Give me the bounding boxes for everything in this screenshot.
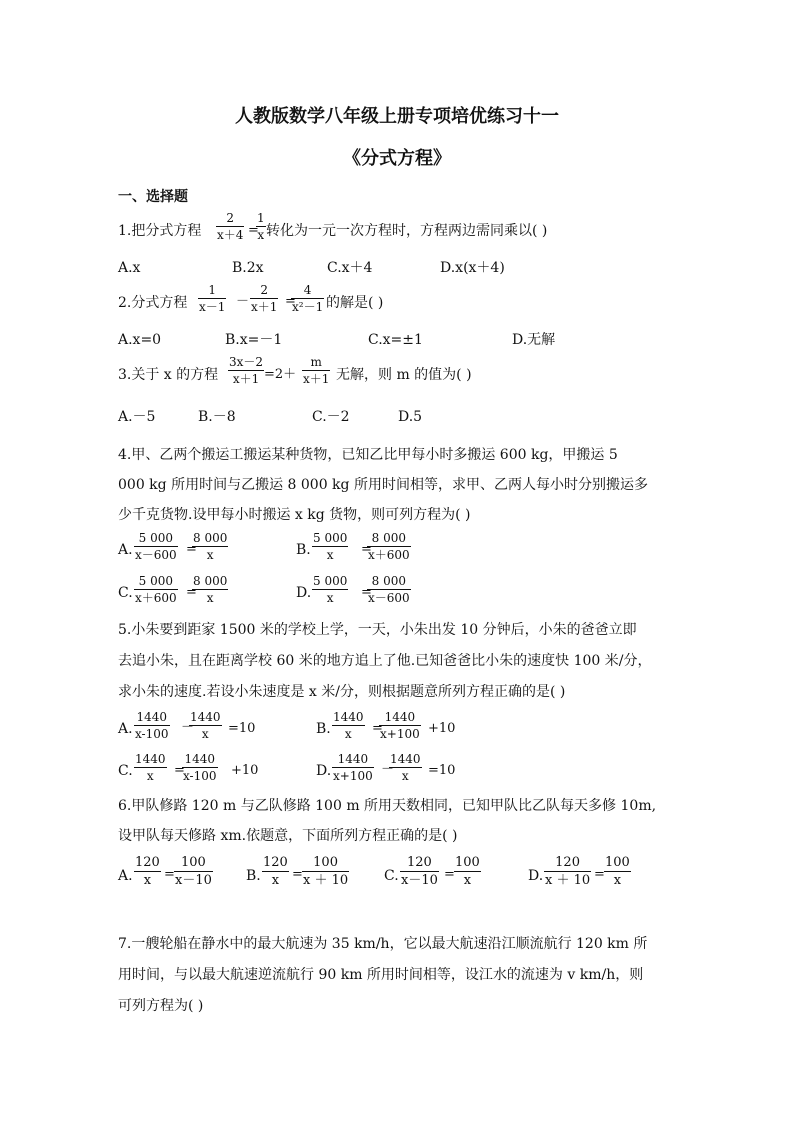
- q1-option-d[interactable]: D.x(x＋4): [440, 260, 505, 276]
- q2-option-a[interactable]: A.x=0: [118, 332, 162, 348]
- q7-stem-line-2: 用时间，与以最大航速逆流航行 90 km 所用时间相等，设江水的流速为 v km/h，则: [118, 967, 644, 983]
- q3-stem-post: 无解，则 m 的值为( ): [336, 367, 472, 383]
- q1-option-c[interactable]: C.x＋4: [327, 260, 373, 276]
- q2-stem-post: 的解是( ): [326, 295, 384, 311]
- q5-stem-line-3: 求小朱的速度.若设小朱速度是 x 米/分，则根据题意所列方程正确的是( ): [118, 684, 566, 700]
- q1-fraction-2: $\frac{1}{x}$: [257, 211, 265, 242]
- q6-stem-line-1: 6.甲队修路 120 m 与乙队修路 100 m 所用天数相同，已知甲队比乙队每天多修 10m,: [118, 798, 657, 814]
- q1-stem-pre: 1.把分式方程: [118, 223, 202, 239]
- q2-fraction-2: $\frac{2}{x+1}$: [251, 283, 278, 314]
- q7-stem-line-1: 7.一艘轮船在静水中的最大航速为 35 km/h，它以最大航速沿江顺流航行 120 km 所: [118, 936, 648, 952]
- q5-stem-line-1: 5.小朱要到距家 1500 米的学校上学，一天，小朱出发 10 分钟后，小朱的爸爸立即: [118, 622, 637, 638]
- q1-stem-post: 转化为一元一次方程时，方程两边需同乘以( ): [266, 223, 548, 239]
- q3-option-b[interactable]: B.－8: [198, 409, 236, 425]
- q3-fraction-2: $\frac{m}{x+1}$: [303, 355, 330, 386]
- q2-fraction-3: $\frac{4}{\text{x²－1}}$: [292, 283, 324, 314]
- q3-fraction-1: $\frac{3x-2}{x+1}$: [229, 355, 264, 386]
- q3-option-c[interactable]: C.－2: [312, 409, 350, 425]
- q2-fraction-1: $\frac{1}{x-1}$: [199, 283, 226, 314]
- q2-stem-pre: 2.分式方程: [118, 295, 188, 311]
- section-heading: 一、选择题: [118, 189, 188, 205]
- q7-stem-line-3: 可列方程为( ): [118, 998, 204, 1014]
- q3-option-a[interactable]: A.－5: [118, 409, 156, 425]
- q2-option-d[interactable]: D.无解: [512, 332, 556, 348]
- q3-stem-pre: 3.关于 x 的方程: [118, 367, 219, 383]
- q3-option-d[interactable]: D.5: [398, 409, 423, 425]
- q1-option-a[interactable]: A.x: [118, 260, 141, 276]
- q4-stem-line-3: 少千克货物.设甲每小时搬运 x kg 货物，则可列方程为( ): [118, 507, 471, 523]
- q1-fraction-1: $\frac{2}{x+4}$: [217, 211, 244, 242]
- page-title: 人教版数学八年级上册专项培优练习十一: [235, 106, 559, 127]
- q2-option-b[interactable]: B.x=－1: [225, 332, 283, 348]
- q2-option-c[interactable]: C.x=±1: [368, 332, 423, 348]
- q4-stem-line-2: 000 kg 所用时间与乙搬运 8 000 kg 所用时间相等，求甲、乙两人每小时分别搬运多: [118, 477, 648, 493]
- q5-stem-line-2: 去追小朱，且在距离学校 60 米的地方追上了他.已知爸爸比小朱的速度快 100 米/分，: [118, 653, 652, 669]
- q4-stem-line-1: 4.甲、乙两个搬运工搬运某种货物，已知乙比甲每小时多搬运 600 kg，甲搬运 5: [118, 447, 618, 463]
- q6-stem-line-2: 设甲队每天修路 xm.依题意，下面所列方程正确的是( ): [118, 828, 458, 844]
- q1-option-b[interactable]: B.2x: [232, 260, 264, 276]
- page-subtitle: 《分式方程》: [343, 148, 451, 169]
